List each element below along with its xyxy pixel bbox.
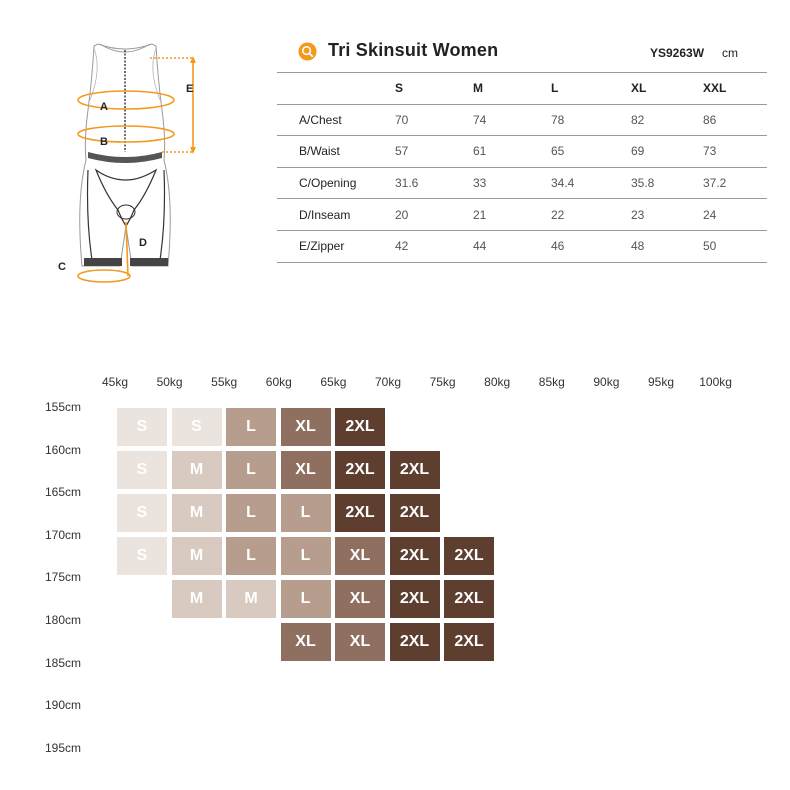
model-number: YS9263W	[650, 46, 705, 60]
column-header: M	[473, 81, 483, 96]
table-cell: 33	[473, 176, 487, 191]
size-cell: L	[281, 537, 331, 575]
size-chart-grid	[0, 365, 790, 765]
table-cell: 34.4	[551, 176, 575, 191]
row-label: D/Inseam	[299, 207, 351, 222]
table-cell: 86	[703, 112, 717, 127]
size-cell: L	[281, 580, 331, 618]
table-cell: 48	[631, 239, 645, 254]
column-header: S	[395, 81, 404, 96]
tape-measure-icon	[298, 42, 317, 61]
size-cell: L	[226, 537, 276, 575]
table-cell: 78	[551, 112, 565, 127]
size-cell: M	[172, 537, 222, 575]
weight-label: 55kg	[211, 375, 238, 389]
table-cell: 82	[631, 112, 645, 127]
table-row	[277, 167, 767, 199]
table-cell: 69	[631, 144, 645, 159]
size-cell: 2XL	[444, 580, 494, 618]
row-label: A/Chest	[299, 112, 342, 127]
size-cell: XL	[335, 537, 385, 575]
table-header	[298, 40, 768, 64]
size-cell: M	[226, 580, 276, 618]
height-label: 155cm	[45, 400, 82, 414]
weight-label: 90kg	[593, 375, 620, 389]
size-cell: L	[226, 494, 276, 532]
size-cell: 2XL	[390, 537, 440, 575]
table-cell: 20	[395, 207, 409, 222]
weight-label: 85kg	[538, 375, 565, 389]
size-cell: 2XL	[335, 494, 385, 532]
height-label: 185cm	[45, 655, 82, 670]
size-cell: S	[117, 537, 167, 575]
corner-cell	[277, 73, 395, 105]
table-cell: 61	[473, 144, 487, 159]
weight-label: 95kg	[647, 375, 675, 389]
skinsuit-diagram	[40, 30, 230, 295]
table-cell: 46	[551, 239, 565, 254]
size-cell: 2XL	[335, 451, 385, 489]
size-cell: S	[117, 408, 167, 446]
size-cell: 2XL	[444, 623, 494, 661]
table-cell: 74	[473, 112, 487, 127]
table-cell: 44	[473, 239, 487, 254]
size-cell: 2XL	[390, 494, 440, 532]
table-cell: 21	[473, 207, 487, 222]
row-label: C/Opening	[299, 176, 357, 191]
size-cell: S	[117, 451, 167, 489]
table-cell: 70	[395, 112, 409, 127]
size-cell: S	[117, 494, 167, 532]
table-cell: 31.6	[395, 176, 419, 191]
table-cell: 57	[395, 144, 409, 159]
size-cell: M	[172, 580, 222, 618]
size-cell: 2XL	[390, 580, 440, 618]
size-cell: S	[172, 408, 222, 446]
size-cell: XL	[281, 408, 331, 446]
height-label: 165cm	[45, 485, 82, 500]
size-cell: XL	[281, 623, 331, 661]
size-cell: 2XL	[335, 408, 385, 446]
weight-label: 60kg	[265, 375, 292, 389]
size-cell: M	[172, 451, 222, 489]
table-row	[277, 104, 767, 136]
height-label: 175cm	[45, 570, 82, 585]
table-cell: 37.2	[703, 176, 727, 191]
row-label: B/Waist	[299, 144, 340, 159]
column-header: L	[551, 81, 559, 96]
table-cell: 50	[703, 239, 717, 254]
weight-label: 50kg	[156, 375, 183, 389]
size-cell: 2XL	[390, 451, 440, 489]
size-cell: M	[172, 494, 222, 532]
size-cell: XL	[335, 623, 385, 661]
height-label: 195cm	[45, 740, 82, 755]
table-cell: 42	[395, 239, 409, 254]
unit-label: cm	[722, 46, 738, 60]
weight-label: 65kg	[320, 375, 347, 389]
weight-label: 80kg	[484, 375, 511, 389]
table-cell: 73	[703, 144, 717, 159]
table-cell: 35.8	[631, 176, 655, 191]
table-cell: 23	[631, 207, 645, 222]
size-cell: 2XL	[444, 537, 494, 575]
row-label: E/Zipper	[299, 239, 345, 254]
height-label: 160cm	[45, 442, 82, 457]
measurement-table	[277, 72, 767, 263]
table-row	[277, 199, 767, 231]
label-d: D	[139, 237, 147, 249]
size-cell: XL	[335, 580, 385, 618]
table-header-row	[277, 73, 767, 105]
table-row	[277, 136, 767, 168]
size-cell: L	[281, 494, 331, 532]
column-header: XXL	[703, 81, 727, 96]
label-c: C	[58, 261, 66, 273]
label-a: A	[100, 101, 108, 113]
column-header: XL	[631, 81, 647, 96]
size-cell: XL	[281, 451, 331, 489]
weight-label: 70kg	[374, 375, 402, 389]
height-label: 170cm	[45, 527, 82, 542]
table-cell: 65	[551, 144, 565, 159]
size-cell: L	[226, 408, 276, 446]
size-cell: 2XL	[390, 623, 440, 661]
size-cell: L	[226, 451, 276, 489]
leg-opening-ring	[78, 270, 130, 282]
table-row	[277, 230, 767, 262]
label-e: E	[186, 83, 194, 95]
label-b: B	[100, 136, 108, 148]
table-cell: 22	[551, 207, 565, 222]
table-cell: 24	[703, 207, 717, 222]
height-label: 180cm	[45, 613, 82, 627]
weight-label: 75kg	[429, 375, 456, 389]
product-title: Tri Skinsuit Women	[328, 40, 499, 60]
weight-label: 100kg	[699, 375, 732, 389]
height-label: 190cm	[45, 698, 82, 713]
weight-label: 45kg	[101, 375, 129, 389]
